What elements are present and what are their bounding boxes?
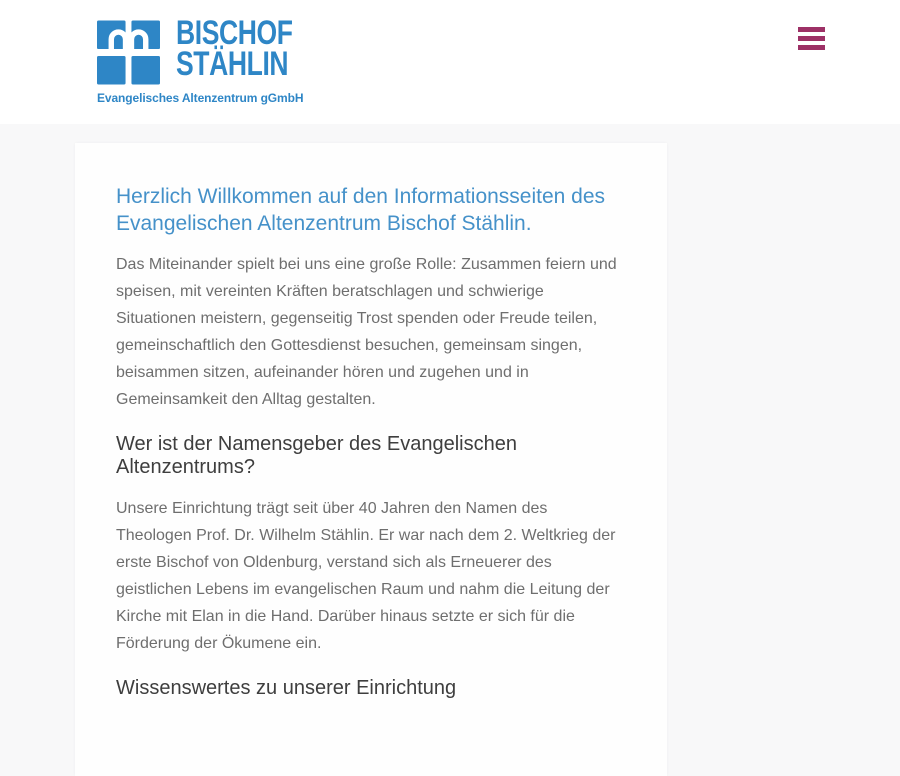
content-area bbox=[0, 124, 900, 776]
namesgeber-paragraph: Unsere Einrichtung trägt seit über 40 Jahren den Namen des Theologen Prof. Dr. Wilhelm Stählin. Er war nach dem 2. Weltkrieg der erste Bischof von Oldenburg, verstand sich als Erneuerer des geistlichen Lebens im evangelischen Raum und nahm die Leitung der Kirche mit Elan in die Hand. Darüber hinaus setzte er sich für die Förderung der Ökumene ein. bbox=[116, 500, 616, 652]
menu-toggle-button[interactable] bbox=[798, 27, 826, 50]
namesgeber-heading: Wer ist der Namensgeber des Evangelischen Altenzentrums? bbox=[116, 433, 517, 478]
wissenswertes-heading: Wissenswertes zu unserer Einrichtung bbox=[116, 677, 457, 699]
logo-subtitle: Evangelisches Altenzentrum gGmbH bbox=[97, 91, 304, 105]
logo-title-line1: BISCHOF bbox=[176, 14, 293, 52]
logo-title-line2: STÄHLIN bbox=[176, 45, 289, 83]
logo-row bbox=[97, 14, 326, 85]
content-card bbox=[75, 143, 667, 776]
church-window-cross-icon bbox=[97, 20, 160, 85]
hamburger-icon-bar bbox=[798, 45, 825, 50]
hamburger-icon-bar bbox=[798, 27, 825, 32]
logo[interactable] bbox=[97, 14, 326, 105]
intro-paragraph: Das Miteinander spielt bei uns eine große Rolle: Zusammen feiern und speisen, mit vereinten Kräften beratschlagen und schwierige Situationen meistern, gegenseitig Trost spenden oder Freude teilen, gemeinschaftlich den Gottesdienst besuchen, gemeinsam singen, beisammen sitzen, aufeinander hören und zugehen und in Gemeinsamkeit den Alltag gestalten. bbox=[116, 256, 617, 408]
welcome-heading: Herzlich Willkommen auf den Informationsseiten des Evangelischen Altenzentrum Bischof Stählin. bbox=[116, 185, 606, 235]
hamburger-icon-bar bbox=[798, 36, 825, 41]
site-header bbox=[0, 0, 900, 124]
logo-title bbox=[176, 14, 293, 83]
